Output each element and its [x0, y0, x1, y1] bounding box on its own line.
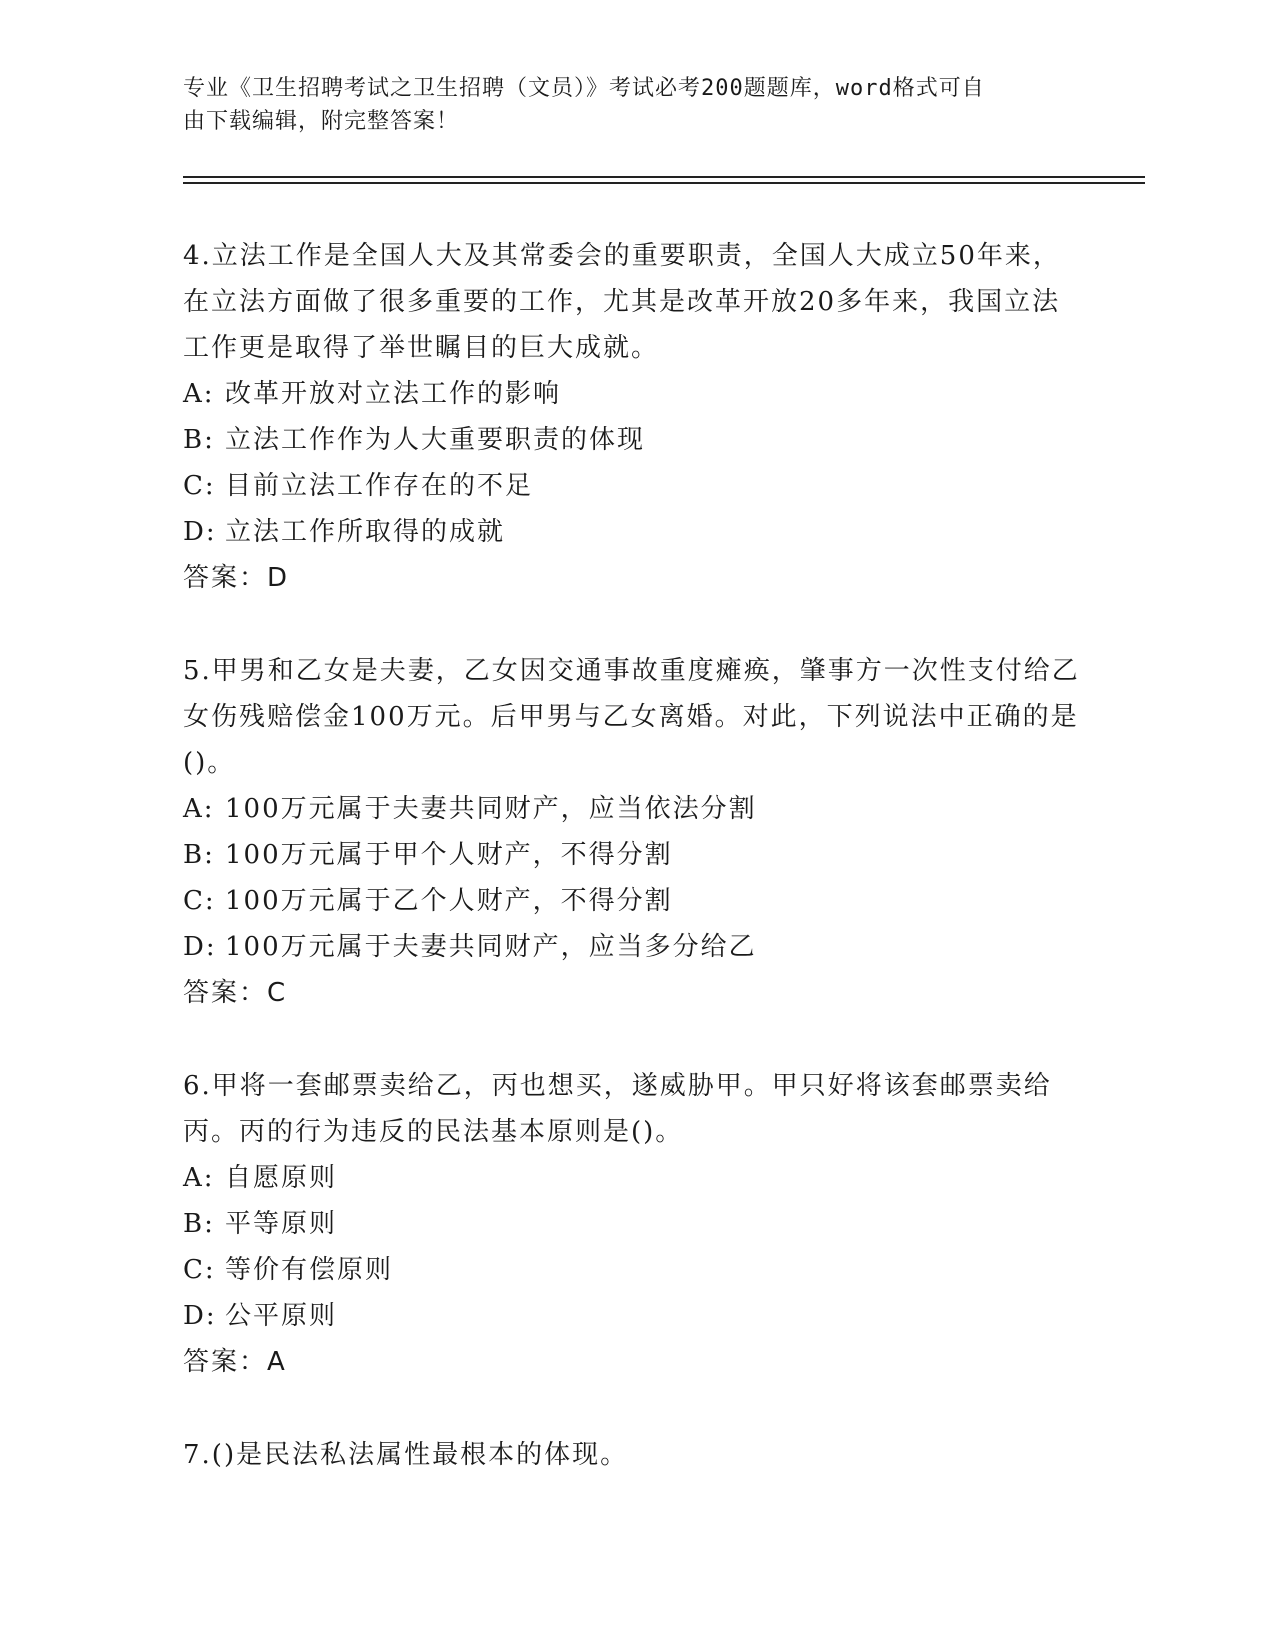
option-key: A: — [183, 1163, 215, 1193]
option-a — [183, 371, 1083, 417]
option-text: 100万元属于甲个人财产，不得分割 — [225, 840, 673, 870]
option-d — [183, 509, 1083, 555]
option-b — [183, 1201, 1083, 1247]
option-key: A: — [183, 379, 215, 409]
option-text: 等价有偿原则 — [225, 1255, 394, 1285]
option-key: C: — [183, 886, 216, 916]
option-d — [183, 924, 1083, 970]
question-7 — [183, 1432, 1083, 1478]
option-c — [183, 1247, 1083, 1293]
question-list — [183, 233, 1083, 1525]
option-c — [183, 878, 1083, 924]
option-c — [183, 463, 1083, 509]
question-stem: 4.立法工作是全国人大及其常委会的重要职责，全国人大成立50年来，在立法方面做了很多重要的工作，尤其是改革开放20多年来，我国立法工作更是取得了举世瞩目的巨大成就。 — [183, 241, 1061, 363]
question-stem: 5.甲男和乙女是夫妻，乙女因交通事故重度瘫痪，肇事方一次性支付给乙女伤残赔偿金100万元。后甲男与乙女离婚。对此，下列说法中正确的是()。 — [183, 656, 1080, 778]
option-text: 100万元属于夫妻共同财产，应当依法分割 — [225, 794, 757, 824]
header-line-1: 专业《卫生招聘考试之卫生招聘（文员）》考试必考200题题库，word格式可自 — [183, 76, 985, 101]
option-key: A: — [183, 794, 215, 824]
option-text: 100万元属于乙个人财产，不得分割 — [225, 886, 673, 916]
question-stem: 7.()是民法私法属性最根本的体现。 — [183, 1440, 629, 1470]
option-key: D: — [183, 932, 217, 962]
document-header — [183, 72, 1063, 138]
option-b — [183, 832, 1083, 878]
option-text: 100万元属于夫妻共同财产，应当多分给乙 — [225, 932, 757, 962]
option-key: C: — [183, 471, 216, 501]
option-text: 目前立法工作存在的不足 — [225, 471, 534, 501]
question-5 — [183, 648, 1083, 1016]
option-a — [183, 1155, 1083, 1201]
option-key: B: — [183, 1209, 215, 1239]
answer: 答案：D — [183, 563, 290, 593]
option-key: C: — [183, 1255, 216, 1285]
header-divider-top — [183, 176, 1145, 178]
question-6 — [183, 1063, 1083, 1385]
option-b — [183, 417, 1083, 463]
option-a — [183, 786, 1083, 832]
header-divider-bottom — [183, 182, 1145, 184]
answer: 答案：A — [183, 1347, 287, 1377]
option-text: 平等原则 — [225, 1209, 338, 1239]
header-line-2: 由下载编辑，附完整答案！ — [183, 109, 460, 134]
answer: 答案：C — [183, 978, 288, 1008]
option-key: D: — [183, 517, 217, 547]
option-text: 自愿原则 — [225, 1163, 338, 1193]
option-text: 立法工作作为人大重要职责的体现 — [225, 425, 646, 455]
option-text: 公平原则 — [225, 1301, 338, 1331]
option-text: 立法工作所取得的成就 — [225, 517, 506, 547]
option-text: 改革开放对立法工作的影响 — [225, 379, 562, 409]
option-d — [183, 1293, 1083, 1339]
question-4 — [183, 233, 1083, 601]
option-key: B: — [183, 425, 215, 455]
option-key: B: — [183, 840, 215, 870]
question-stem: 6.甲将一套邮票卖给乙，丙也想买，遂威胁甲。甲只好将该套邮票卖给丙。丙的行为违反的民法基本原则是()。 — [183, 1071, 1052, 1147]
option-key: D: — [183, 1301, 217, 1331]
